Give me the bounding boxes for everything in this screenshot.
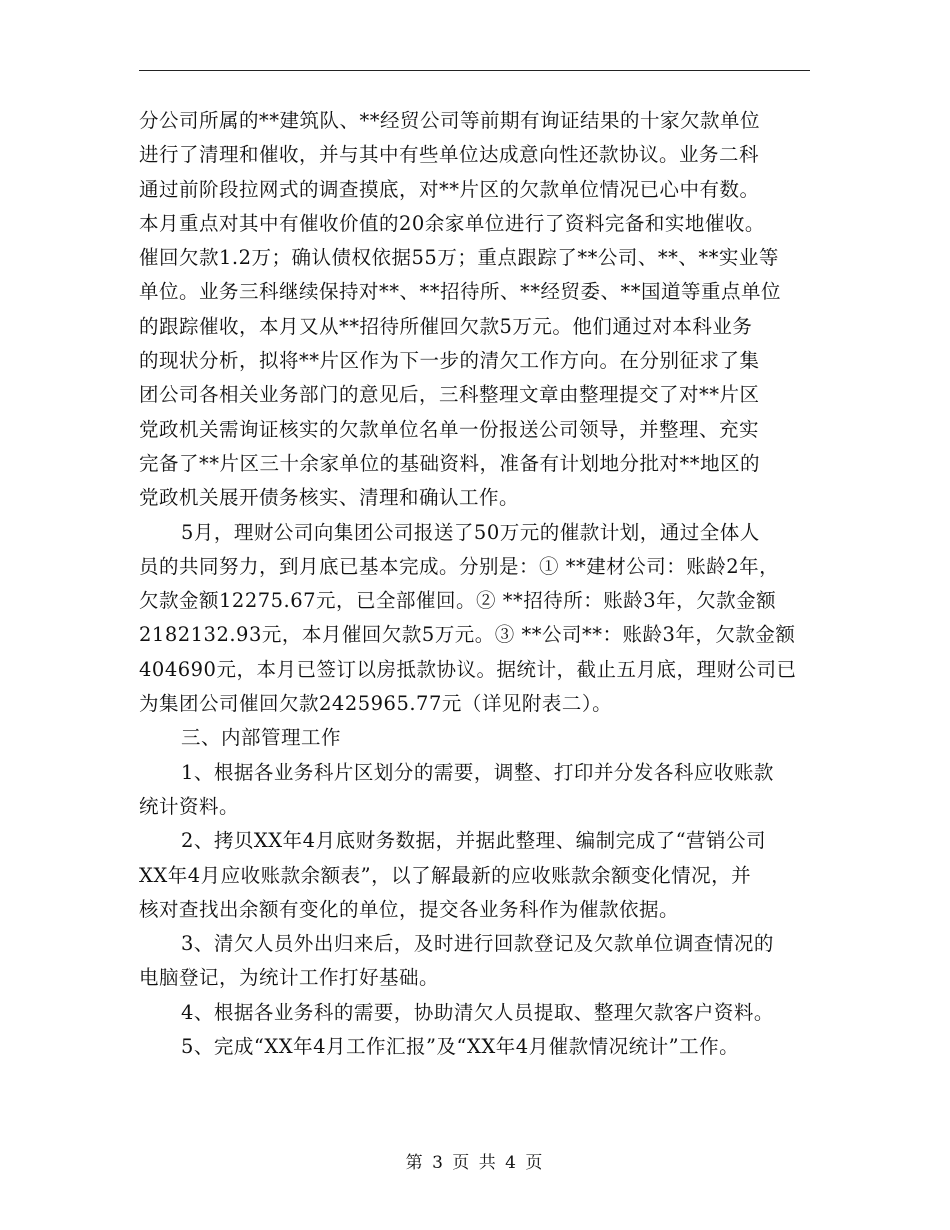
body-line: 电脑登记，为统计工作打好基础。 xyxy=(139,966,440,990)
body-line: 核对查找出余额有变化的单位，提交各业务科作为催款依据。 xyxy=(139,897,680,921)
header-rule xyxy=(139,70,810,71)
body-line: 的跟踪催收，本月又从**招待所催回欠款5万元。他们通过对本科业务 xyxy=(139,314,753,338)
paragraph-start-line: 4、根据各业务科的需要，协助清欠人员提取、整理欠款客户资料。 xyxy=(181,1000,774,1024)
body-line: XX年4月应收账款余额表”，以了解最新的应收账款余额变化情况，并 xyxy=(139,863,752,887)
body-line: 欠款金额12275.67元，已全部催回。② **招待所：账龄3年，欠款金额 xyxy=(139,589,777,613)
paragraph-start-line: 5、完成“XX年4月工作汇报”及“XX年4月催款情况统计”工作。 xyxy=(181,1035,740,1059)
paragraph-start-line: 1、根据各业务科片区划分的需要，调整、打印并分发各科应收账款 xyxy=(181,760,774,784)
document-body xyxy=(139,104,829,1064)
body-line: 党政机关需询证核实的欠款单位名单一份报送公司领导，并整理、充实 xyxy=(139,417,760,441)
body-line: 404690元，本月已签订以房抵款协议。据统计，截止五月底，理财公司已 xyxy=(139,657,797,681)
body-line: 员的共同努力，到月底已基本完成。分别是：① **建材公司：账龄2年， xyxy=(139,554,780,578)
body-line: 团公司各相关业务部门的意见后，三科整理文章由整理提交了对**片区 xyxy=(139,383,760,407)
paragraph-start-line: 2、拷贝XX年4月底财务数据，并据此整理、编制完成了“营销公司 xyxy=(181,829,767,853)
body-line: 分公司所属的**建筑队、**经贸公司等前期有询证结果的十家欠款单位 xyxy=(139,109,761,132)
body-line: 催回欠款1.2万；确认债权依据55万；重点跟踪了**公司、**、**实业等 xyxy=(139,246,779,270)
body-line: 的现状分析，拟将**片区作为下一步的清欠工作方向。在分别征求了集 xyxy=(139,349,760,373)
paragraph-start-line: 5月，理财公司向集团公司报送了50万元的催款计划，通过全体人 xyxy=(181,520,760,544)
body-line: 通过前阶段拉网式的调查摸底，对**片区的欠款单位情况已心中有数。 xyxy=(139,177,760,201)
body-line: 为集团公司催回欠款2425965.77元（详见附表二）。 xyxy=(139,692,613,716)
body-line: 统计资料。 xyxy=(139,794,240,818)
body-line: 进行了清理和催收，并与其中有些单位达成意向性还款协议。业务二科 xyxy=(139,143,760,167)
body-line: 2182132.93元，本月催回欠款5万元。③ **公司**：账龄3年，欠款金额 xyxy=(139,623,796,647)
body-line: 本月重点对其中有催收价值的20余家单位进行了资料完备和实地催收。 xyxy=(139,211,765,235)
paragraph-start-line: 3、清欠人员外出归来后，及时进行回款登记及欠款单位调查情况的 xyxy=(181,932,774,956)
body-line: 党政机关展开债务核实、清理和确认工作。 xyxy=(139,486,520,510)
body-line: 单位。业务三科继续保持对**、**招待所、**经贸委、**国道等重点单位 xyxy=(139,280,782,304)
section-heading: 三、内部管理工作 xyxy=(181,726,342,750)
body-line: 完备了**片区三十余家单位的基础资料，准备有计划地分批对**地区的 xyxy=(139,451,761,475)
page-number: 第 3 页 共 4 页 xyxy=(405,1153,545,1173)
